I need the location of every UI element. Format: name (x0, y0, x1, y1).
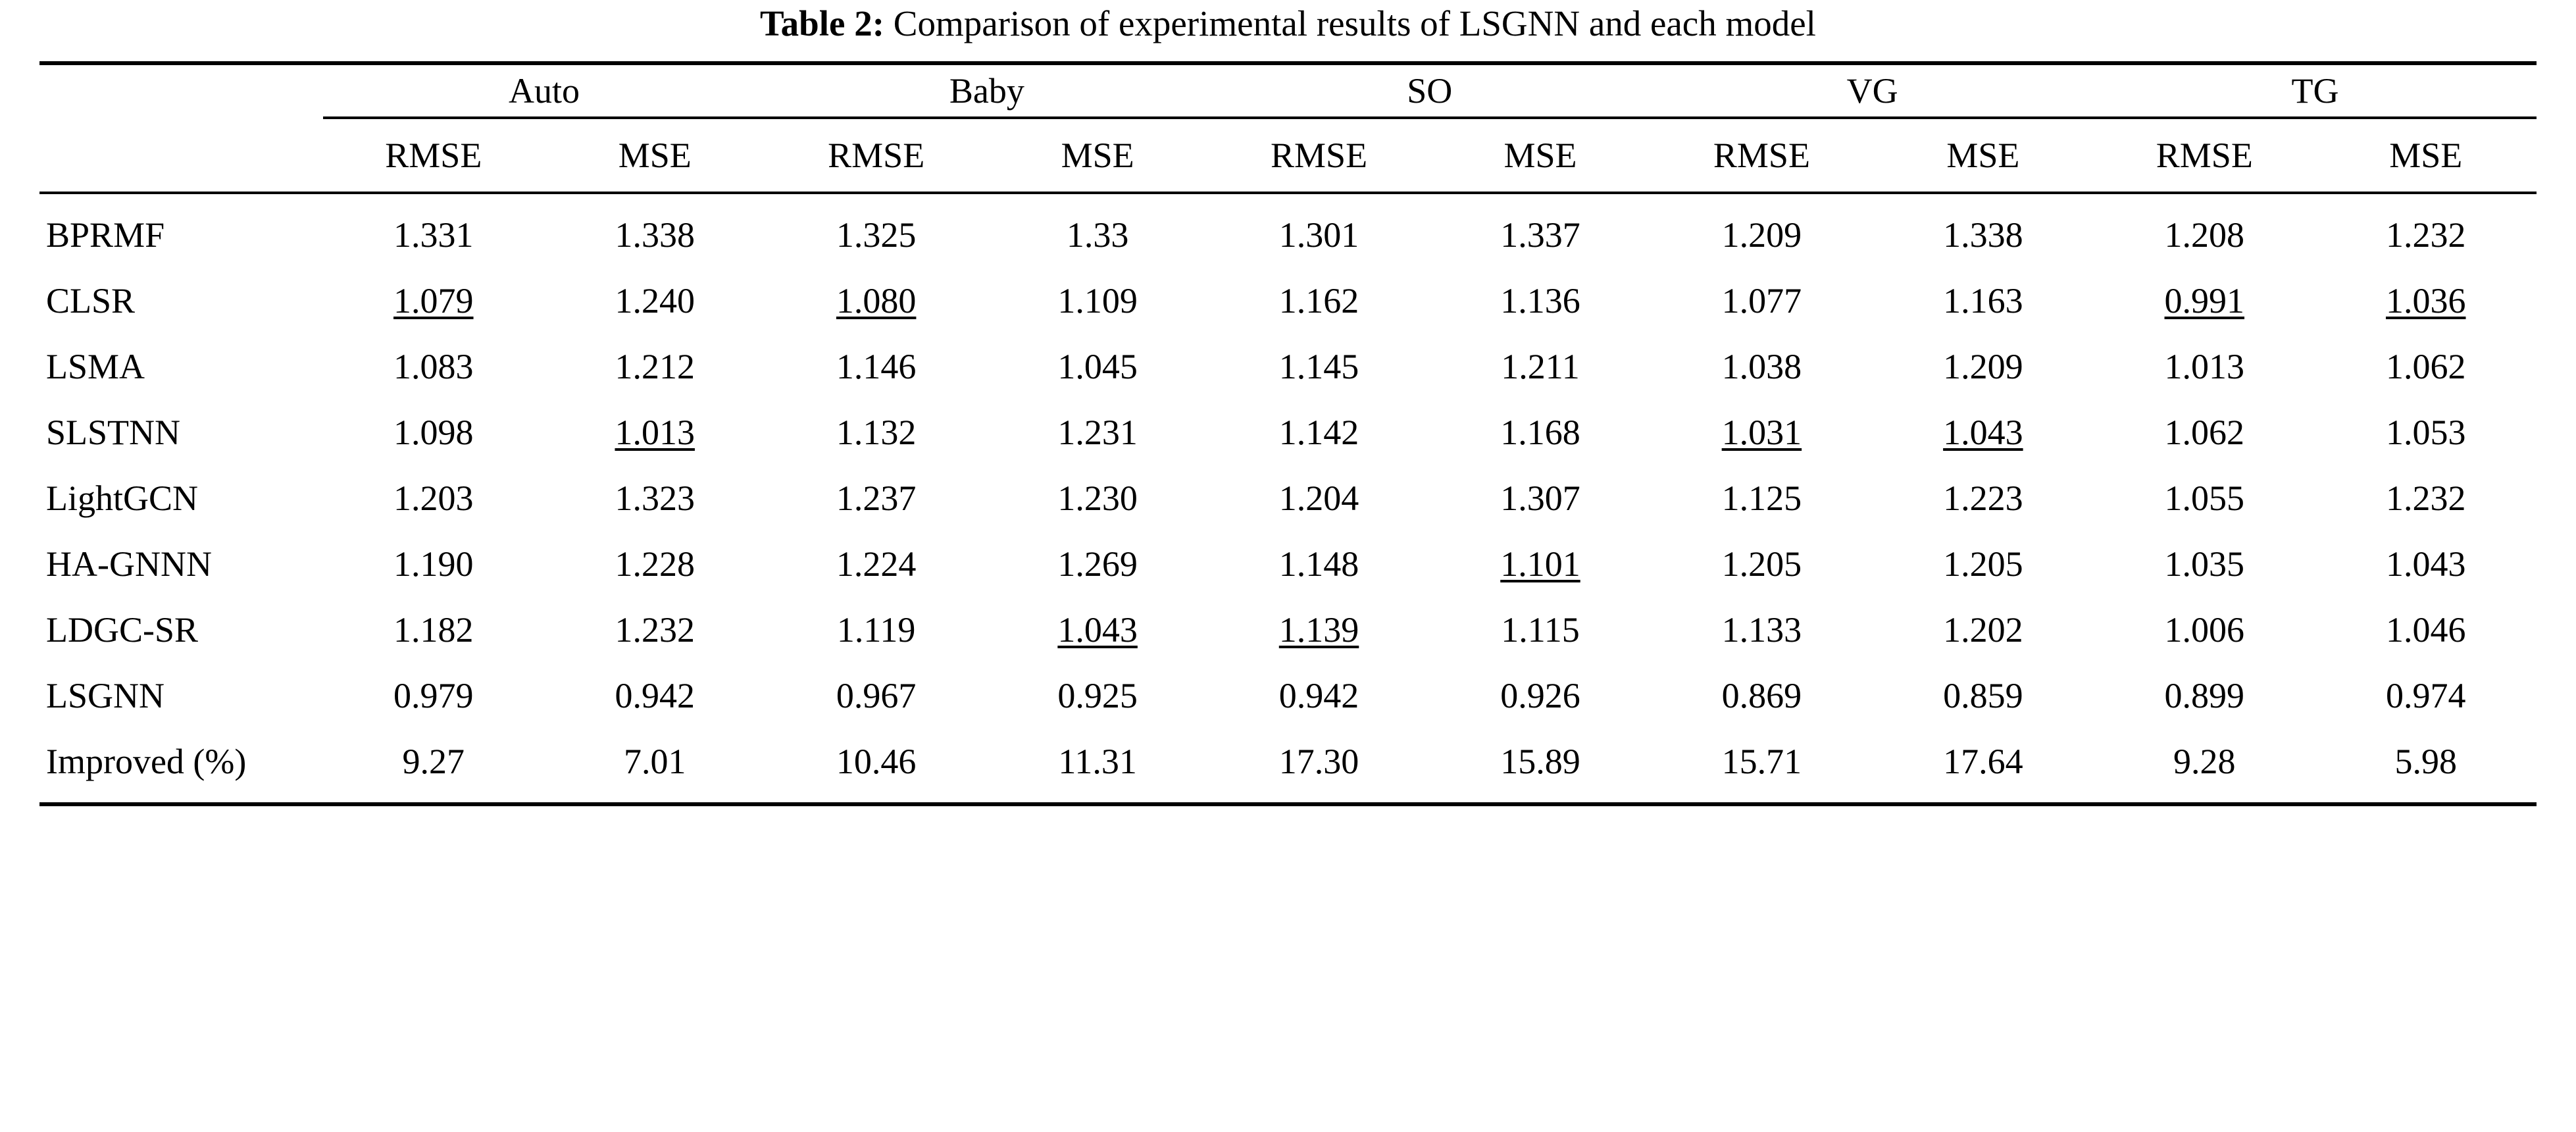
cell-value: 1.148 (1278, 544, 1359, 584)
row-model-name: LDGC-SR (46, 610, 199, 650)
cell-value: 1.062 (2164, 413, 2245, 452)
cell-value: 1.125 (1721, 478, 1802, 518)
cell-value: 1.232 (2386, 215, 2466, 255)
body-bottom-spacer (39, 794, 2537, 804)
cell-value: 1.232 (2386, 478, 2466, 518)
cell-value: 1.142 (1278, 413, 1359, 452)
cell-value: 1.045 (1057, 347, 1138, 386)
group-header-vg: VG (1651, 65, 2094, 118)
cell-value: 0.925 (1057, 676, 1138, 715)
group-header-tg: TG (2094, 65, 2537, 118)
cell-value: 1.338 (1943, 215, 2023, 255)
row-model-name: BPRMF (46, 215, 165, 255)
cell-value: 9.28 (2173, 742, 2236, 781)
cell-value: 1.043 (1943, 413, 2023, 452)
row-model-name: HA-GNNN (46, 544, 212, 584)
cell-value: 5.98 (2394, 742, 2457, 781)
cell-value: 1.098 (393, 413, 474, 452)
cell-value: 1.338 (615, 215, 695, 255)
body-top-spacer (39, 194, 2537, 202)
cell-value: 15.71 (1721, 742, 1802, 781)
cell-value: 1.33 (1066, 215, 1129, 255)
table-row (39, 465, 2537, 531)
results-table (39, 61, 2537, 806)
cell-value: 1.119 (836, 610, 916, 650)
cell-value: 1.043 (1057, 610, 1138, 650)
cell-value: 1.036 (2386, 281, 2466, 321)
cell-value: 1.237 (836, 478, 917, 518)
cell-value: 0.991 (2164, 281, 2245, 321)
cell-value: 7.01 (623, 742, 686, 781)
cell-value: 1.202 (1943, 610, 2023, 650)
cell-value: 1.211 (1501, 347, 1580, 386)
metric-header-tg-mse: MSE (2389, 136, 2463, 175)
cell-value: 1.301 (1278, 215, 1359, 255)
cell-value: 1.083 (393, 347, 474, 386)
cell-value: 1.163 (1943, 281, 2023, 321)
row-model-name: LSMA (46, 347, 145, 386)
cell-value: 0.926 (1500, 676, 1580, 715)
cell-value: 1.182 (393, 610, 474, 650)
table-row (39, 399, 2537, 465)
cell-value: 1.146 (836, 347, 917, 386)
cell-value: 0.967 (836, 676, 917, 715)
metric-header-so-rmse: RMSE (1271, 136, 1368, 175)
cell-value: 1.132 (836, 413, 917, 452)
cell-value: 1.013 (2164, 347, 2245, 386)
cell-value: 1.231 (1057, 413, 1138, 452)
cell-value: 1.038 (1721, 347, 1802, 386)
cell-value: 1.208 (2164, 215, 2245, 255)
cell-value: 11.31 (1058, 742, 1137, 781)
cell-value: 1.323 (615, 478, 695, 518)
cell-value: 1.209 (1721, 215, 1802, 255)
row-model-name: SLSTNN (46, 413, 181, 452)
metric-header-auto-rmse: RMSE (385, 136, 482, 175)
table-row (39, 334, 2537, 399)
cell-value: 1.115 (1501, 610, 1580, 650)
cell-value: 1.307 (1500, 478, 1580, 518)
cell-value: 1.145 (1278, 347, 1359, 386)
row-model-name: LSGNN (46, 676, 165, 715)
cell-value: 1.203 (393, 478, 474, 518)
model-column-header (39, 65, 323, 118)
table-row (39, 663, 2537, 729)
cell-value: 1.325 (836, 215, 917, 255)
cell-value: 1.053 (2386, 413, 2466, 452)
cell-value: 1.228 (615, 544, 695, 584)
caption-label: Table 2: (760, 3, 885, 43)
cell-value: 1.212 (615, 347, 695, 386)
cell-value: 1.269 (1057, 544, 1138, 584)
group-header-so: SO (1208, 65, 1651, 118)
cell-value: 0.974 (2386, 676, 2466, 715)
cell-value: 0.942 (1278, 676, 1359, 715)
table-caption (39, 0, 2537, 61)
row-model-name: LightGCN (46, 478, 199, 518)
table-bottom-rule (39, 804, 2537, 806)
metric-header-vg-mse: MSE (1946, 136, 2020, 175)
table-row (39, 729, 2537, 794)
row-model-name: Improved (%) (46, 742, 247, 781)
cell-value: 1.205 (1721, 544, 1802, 584)
cell-value: 0.859 (1943, 676, 2023, 715)
cell-value: 17.64 (1943, 742, 2023, 781)
cell-value: 1.035 (2164, 544, 2245, 584)
cell-value: 0.942 (615, 676, 695, 715)
cell-value: 1.080 (836, 281, 917, 321)
cell-value: 1.205 (1943, 544, 2023, 584)
table-row (39, 597, 2537, 663)
cell-value: 1.006 (2164, 610, 2245, 650)
cell-value: 9.27 (402, 742, 465, 781)
cell-value: 1.101 (1500, 544, 1580, 584)
cell-value: 1.331 (393, 215, 474, 255)
cell-value: 1.240 (615, 281, 695, 321)
cell-value: 1.223 (1943, 478, 2023, 518)
cell-value: 1.046 (2386, 610, 2466, 650)
cell-value: 1.055 (2164, 478, 2245, 518)
cell-value: 1.190 (393, 544, 474, 584)
metric-header-tg-rmse: RMSE (2156, 136, 2253, 175)
group-header-row (39, 65, 2537, 118)
metric-header-spacer (39, 118, 323, 193)
cell-value: 1.109 (1057, 281, 1138, 321)
metric-header-row (39, 118, 2537, 193)
cell-value: 0.869 (1721, 676, 1802, 715)
cell-value: 15.89 (1500, 742, 1580, 781)
cell-value: 1.162 (1278, 281, 1359, 321)
cell-value: 1.043 (2386, 544, 2466, 584)
cell-value: 1.230 (1057, 478, 1138, 518)
table-row (39, 268, 2537, 334)
metric-header-baby-rmse: RMSE (828, 136, 925, 175)
cell-value: 1.209 (1943, 347, 2023, 386)
cell-value: 1.224 (836, 544, 917, 584)
table-row (39, 531, 2537, 597)
table-row (39, 202, 2537, 268)
cell-value: 1.136 (1500, 281, 1580, 321)
caption-text: Comparison of experimental results of LSGNN and each model (893, 3, 1816, 43)
cell-value: 1.077 (1721, 281, 1802, 321)
group-header-auto: Auto (323, 65, 766, 118)
cell-value: 1.013 (615, 413, 695, 452)
cell-value: 0.899 (2164, 676, 2245, 715)
cell-value: 1.133 (1721, 610, 1802, 650)
row-model-name: CLSR (46, 281, 136, 321)
metric-header-vg-rmse: RMSE (1713, 136, 1810, 175)
cell-value: 1.079 (393, 281, 474, 321)
cell-value: 1.168 (1500, 413, 1580, 452)
group-header-baby: Baby (765, 65, 1208, 118)
cell-value: 10.46 (836, 742, 917, 781)
cell-value: 1.031 (1721, 413, 1802, 452)
cell-value: 1.204 (1278, 478, 1359, 518)
metric-header-baby-mse: MSE (1061, 136, 1134, 175)
cell-value: 1.062 (2386, 347, 2466, 386)
metric-header-so-mse: MSE (1503, 136, 1577, 175)
cell-value: 1.337 (1500, 215, 1580, 255)
cell-value: 1.232 (615, 610, 695, 650)
cell-value: 1.139 (1278, 610, 1359, 650)
cell-value: 0.979 (393, 676, 474, 715)
metric-header-auto-mse: MSE (618, 136, 692, 175)
cell-value: 17.30 (1278, 742, 1359, 781)
